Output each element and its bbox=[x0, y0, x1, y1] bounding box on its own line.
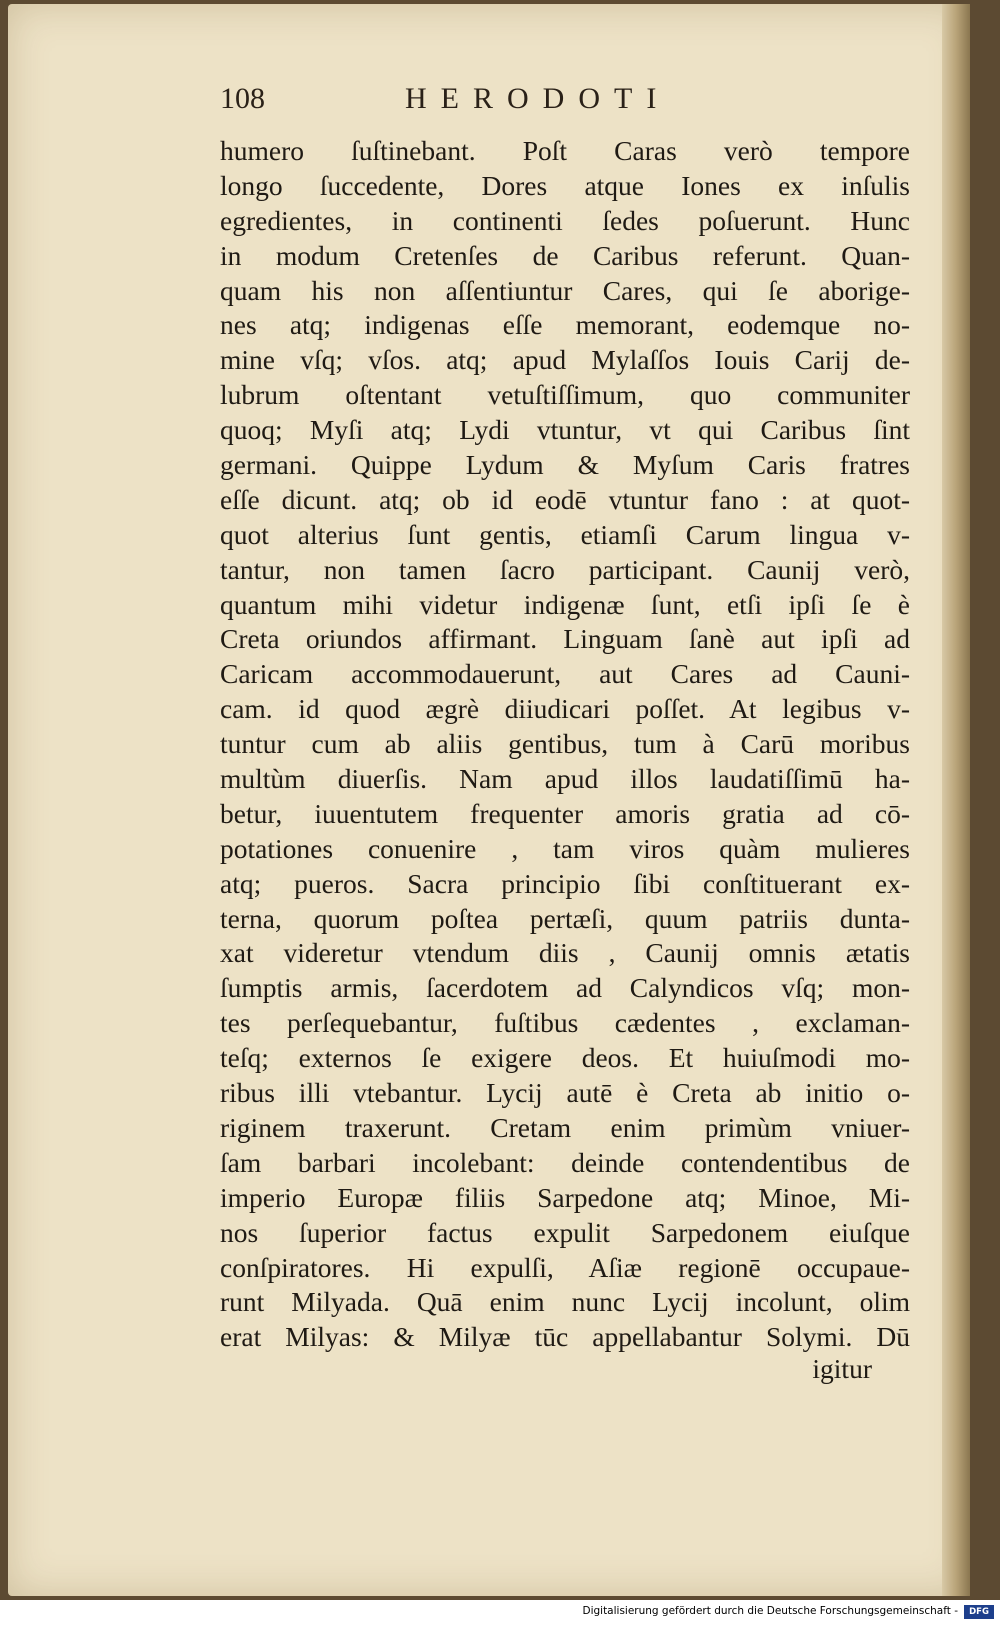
text-line: xat videretur vtendum diis , Caunij omnis ætatis bbox=[220, 937, 910, 969]
text-line: atq; pueros. Sacra principio ſibi conſtituerant ex- bbox=[220, 867, 910, 899]
text-line: tes perſequebantur, fuſtibus cædentes , exclaman- bbox=[220, 1007, 910, 1039]
text-line: in modum Cretenſes de Caribus referunt. Quan- bbox=[220, 239, 910, 271]
text-line: nes atq; indigenas eſſe memorant, eodemque no- bbox=[220, 309, 910, 341]
text-line: erat Milyas: & Milyæ tūc appellabantur Solymi. Dū bbox=[220, 1321, 910, 1353]
dfg-logo: DFG bbox=[964, 1605, 994, 1619]
text-line: tantur, non tamen ſacro participant. Caunij verò, bbox=[220, 553, 910, 585]
text-line: Creta oriundos affirmant. Linguam ſanè aut ipſi ad bbox=[220, 623, 910, 655]
digitization-footer bbox=[0, 1600, 1000, 1625]
text-line: potationes conuenire , tam viros quàm mulieres bbox=[220, 832, 910, 864]
text-line: nos ſuperior factus expulit Sarpedonem eiuſque bbox=[220, 1216, 910, 1248]
text-line: germani. Quippe Lydum & Myſum Caris fratres bbox=[220, 449, 910, 481]
book-page bbox=[8, 4, 970, 1596]
running-title: HERODOTI bbox=[405, 82, 671, 115]
running-head bbox=[220, 82, 940, 122]
text-line: multùm diuerſis. Nam apud illos laudatiſſimū ha- bbox=[220, 763, 910, 795]
text-line: imperio Europæ filiis Sarpedone atq; Minoe, Mi- bbox=[220, 1181, 910, 1213]
text-line: mine vſq; vſos. atq; apud Mylaſſos Iouis Carij de- bbox=[220, 344, 910, 376]
text-line: quantum mihi videtur indigenæ ſunt, etſi ipſi ſe è bbox=[220, 588, 910, 620]
text-line: runt Milyada. Quā enim nunc Lycij incolunt, olim bbox=[220, 1286, 910, 1318]
text-line: terna, quorum poſtea pertæſi, quum patriis dunta- bbox=[220, 902, 910, 934]
text-line: teſq; externos ſe exigere deos. Et huiuſmodi mo- bbox=[220, 1042, 910, 1074]
text-line: conſpiratores. Hi expulſi, Aſiæ regionē occupaue- bbox=[220, 1251, 910, 1283]
text-line: egredientes, in continenti ſedes poſuerunt. Hunc bbox=[220, 204, 910, 236]
text-line: longo ſuccedente, Dores atque Iones ex inſulis bbox=[220, 169, 910, 201]
text-line: betur, iuuentutem frequenter amoris gratia ad cō- bbox=[220, 797, 910, 829]
text-line: lubrum oſtentant vetuſtiſſimum, quo communiter bbox=[220, 379, 910, 411]
catchword: igitur bbox=[812, 1353, 872, 1384]
text-line: ſam barbari incolebant: deinde contendentibus de bbox=[220, 1146, 910, 1178]
text-line: eſſe dicunt. atq; ob id eodē vtuntur fano : at quot- bbox=[220, 483, 910, 515]
text-line: ſumptis armis, ſacerdotem ad Calyndicos vſq; mon- bbox=[220, 972, 910, 1004]
body-text bbox=[220, 134, 910, 1355]
text-line: riginem traxerunt. Cretam enim primùm vniuer- bbox=[220, 1111, 910, 1143]
text-line: quot alterius ſunt gentis, etiamſi Carum lingua v- bbox=[220, 518, 910, 550]
text-line: ribus illi vtebantur. Lycij autē è Creta ab initio o- bbox=[220, 1077, 910, 1109]
page-edge-shadow bbox=[942, 4, 970, 1596]
text-line: quoq; Myſi atq; Lydi vtuntur, vt qui Caribus ſint bbox=[220, 414, 910, 446]
text-line: quam his non aſſentiuntur Cares, qui ſe aborige- bbox=[220, 274, 910, 306]
funding-credit: Digitalisierung gefördert durch die Deutsche Forschungsgemeinschaft - bbox=[582, 1605, 958, 1617]
text-line: humero ſuſtinebant. Poſt Caras verò tempore bbox=[220, 135, 910, 166]
text-line: cam. id quod ægrè diiudicari poſſet. At legibus v- bbox=[220, 693, 910, 725]
text-line: tuntur cum ab aliis gentibus, tum à Carū moribus bbox=[220, 728, 910, 760]
text-line: Caricam accommodauerunt, aut Cares ad Cauni- bbox=[220, 658, 910, 690]
page-number: 108 bbox=[220, 82, 265, 115]
